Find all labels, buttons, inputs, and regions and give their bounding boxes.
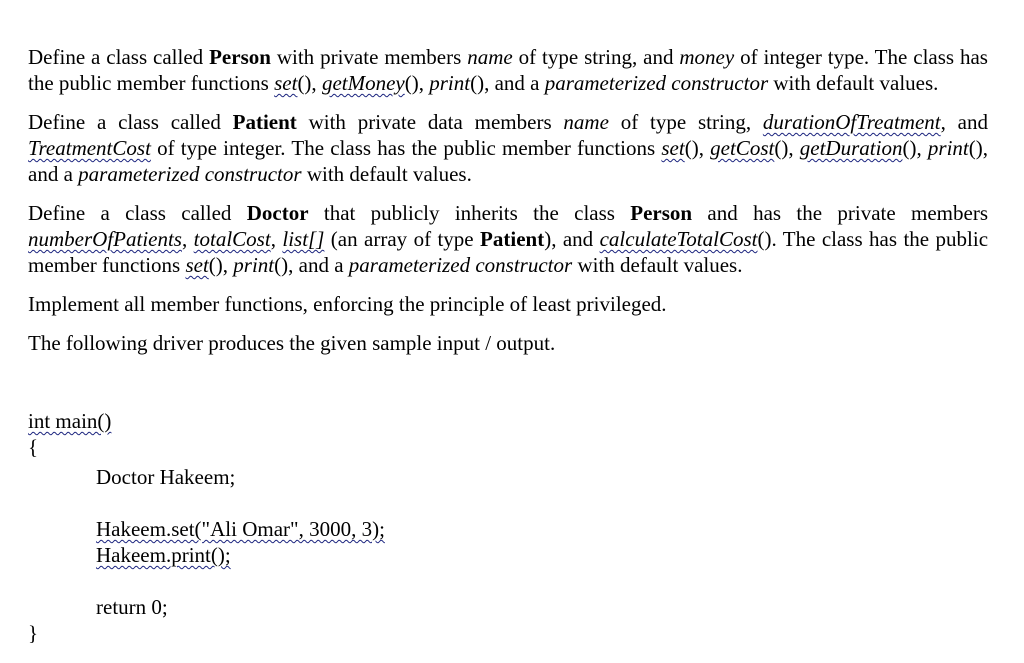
text: with default values. [572,253,743,277]
text: (), [902,136,928,160]
text: that publicly inherits the class [308,201,631,225]
member-treatmentcost: TreatmentCost [28,136,151,160]
code-line-set [28,516,628,542]
text: with default values. [768,71,939,95]
paragraph-doctor [28,200,988,278]
code-line-close-brace: } [28,621,39,645]
member-name: name [563,110,609,134]
member-numberofpatients: numberOfPatients [28,227,182,251]
code-line-blank [28,568,628,594]
text: of type integer. The class has the public member functions [150,136,662,160]
text: (), and a [470,71,545,95]
func-getmoney: getMoney [321,71,405,95]
func-getduration: getDuration [799,136,903,160]
class-name-person: Person [209,45,271,69]
paragraph-driver-intro: The following driver produces the given sample input / output. [28,331,556,355]
func-print: print [233,253,275,277]
paragraph-person [28,44,988,96]
text: and has the private members [692,201,988,225]
member-list: list[] [282,227,325,251]
text: (), [208,253,234,277]
text: (), [297,71,322,95]
member-name: name [467,45,513,69]
text: Define a class called [28,45,210,69]
code-line-blank [28,490,628,516]
text: (), [774,136,800,160]
func-print: print [927,136,969,160]
text: (an array of type [324,227,481,251]
constructor-label: parameterized constructor [348,253,573,277]
func-print: print [429,71,471,95]
member-money: money [679,45,735,69]
text: (). The class has the public member functions [28,227,989,277]
text: , [270,227,283,251]
text: (), [684,136,711,160]
constructor-label: parameterized constructor [78,162,302,186]
text: of integer type. The class has the public member functions [28,45,988,95]
class-name-patient: Patient [480,227,545,251]
text: , and [940,110,989,134]
text: , [181,227,194,251]
text: of type string, and [512,45,680,69]
text: ), and [544,227,600,251]
constructor-label: parameterized constructor [544,71,769,95]
text: Define a class called [28,110,233,134]
paragraph-patient [28,109,988,187]
paragraph-implement: Implement all member functions, enforcing the principle of least privileged. [28,292,667,316]
func-calculatetotalcost: calculateTotalCost [599,227,758,251]
func-set: set [274,71,298,95]
code-text: int main() [28,409,112,433]
code-text: Hakeem.print(); [96,543,231,567]
class-name-patient: Patient [232,110,297,134]
document-body [28,44,988,369]
member-totalcost: totalCost [193,227,271,251]
text: with private data members [296,110,564,134]
code-line-open-brace: { [28,435,39,459]
text: with private members [270,45,468,69]
code-line-print [28,542,628,568]
code-line-return: return 0; [96,595,168,619]
member-duration: durationOfTreatment [762,110,941,134]
text: (), and a [274,253,349,277]
text: Define a class called [28,201,247,225]
text: with default values. [301,162,472,186]
class-name-doctor: Doctor [246,201,309,225]
func-set: set [185,253,209,277]
text: (), [404,71,430,95]
code-text: Hakeem.set("Ali Omar", 3000, 3); [96,517,385,541]
func-set: set [661,136,685,160]
text: (), and a [28,136,988,186]
code-line-main [28,408,628,434]
code-line-declare: Doctor Hakeem; [96,465,236,489]
func-getcost: getCost [710,136,775,160]
text: of type string, [608,110,763,134]
code-block [28,408,628,646]
class-name-person: Person [630,201,693,225]
